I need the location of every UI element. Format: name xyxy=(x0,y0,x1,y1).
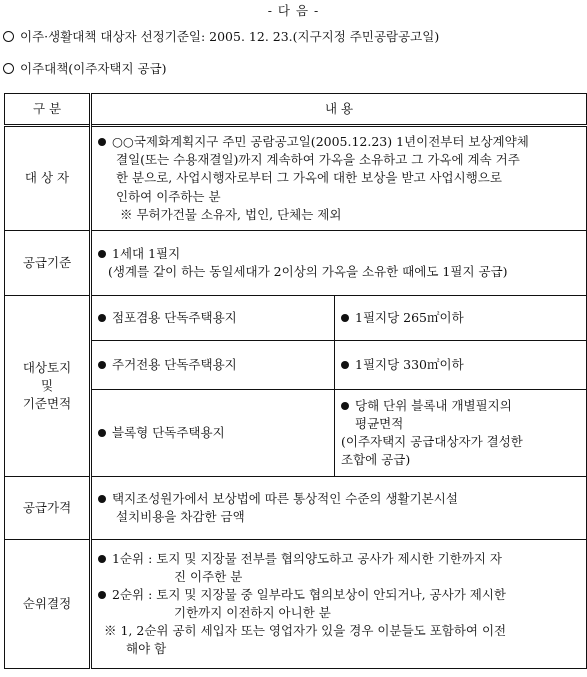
row-land-2 xyxy=(5,340,587,389)
land-type-residential xyxy=(91,340,335,389)
label-supply: 공급기준 xyxy=(5,231,91,296)
row-target xyxy=(5,126,587,231)
content-target xyxy=(91,126,587,231)
filled-bullet-icon xyxy=(98,591,106,599)
land-area-residential xyxy=(335,340,587,389)
text: 1필지당 265㎡이하 xyxy=(355,309,464,325)
filled-bullet-icon xyxy=(98,361,106,369)
text: 당해 단위 블록내 개별필지의 xyxy=(355,397,512,413)
text: 2순위 : 토지 및 지장물 중 일부라도 협의보상이 안되거나, 공사가 제시한 xyxy=(112,586,506,602)
text: 설치비용을 차감한 금액 xyxy=(116,509,245,524)
label-target: 대 상 자 xyxy=(5,126,91,231)
intro-line-criteria-date xyxy=(3,28,439,46)
row-supply xyxy=(5,231,587,296)
content-supply xyxy=(91,231,587,296)
land-type-block xyxy=(91,390,335,477)
text: 기한까지 이전하지 아니한 분 xyxy=(174,605,331,620)
hollow-circle-bullet-icon xyxy=(3,31,14,42)
filled-bullet-icon xyxy=(98,429,106,437)
text: 조합에 공급) xyxy=(341,452,411,468)
text: 및 xyxy=(40,377,54,393)
text: 점포겸용 단독주택용지 xyxy=(112,309,237,325)
text: (이주자택지 공급대상자가 결성한 xyxy=(341,434,523,450)
content-rank xyxy=(91,540,587,669)
text: ※ 무허가건물 소유자, 법인, 단체는 제외 xyxy=(120,206,342,222)
label-price: 공급가격 xyxy=(5,477,91,540)
label-rank: 순위결정 xyxy=(5,540,91,669)
text: 결일(또는 수용재결일)까지 계속하여 가옥을 소유하고 그 가옥에 계속 거주 xyxy=(116,152,520,168)
filled-bullet-icon xyxy=(341,361,349,369)
filled-bullet-icon xyxy=(98,495,106,503)
header-content: 내 용 xyxy=(91,94,587,126)
text: 인하여 이주하는 분 xyxy=(116,188,221,204)
intro-text: 이주·생활대책 대상자 선정기준일: 2005. 12. 23.(지구지정 주민공람공고일) xyxy=(20,29,440,44)
text: 1순위 : 토지 및 지장물 전부를 협의양도하고 공사가 제시한 기한까지 자 xyxy=(112,550,502,566)
text: 진 이주한 분 xyxy=(174,568,243,584)
row-land-1 xyxy=(5,296,587,341)
label-land xyxy=(5,296,91,477)
row-rank xyxy=(5,540,587,669)
text: 주거전용 단독주택용지 xyxy=(112,357,237,372)
text: 한 분으로, 사업시행자로부터 그 가옥에 대한 보상을 받고 사업시행으로 xyxy=(116,170,502,186)
hollow-circle-bullet-icon xyxy=(3,63,14,74)
text: ○○국제화계획지구 주민 공람공고일(2005.12.23) 1년이전부터 보상계약체 xyxy=(112,134,529,150)
intro-text: 이주대책(이주자택지 공급) xyxy=(20,61,167,76)
text: 대상토지 xyxy=(22,359,72,375)
filled-bullet-icon xyxy=(98,138,106,146)
filled-bullet-icon xyxy=(341,402,349,410)
text: 택지조성원가에서 보상법에 따른 통상적인 수준의 생활기본시설 xyxy=(112,490,458,506)
filled-bullet-icon xyxy=(341,314,349,322)
filled-bullet-icon xyxy=(98,250,106,258)
text: 평균면적 xyxy=(355,415,404,431)
text: ※ 1, 2순위 공히 세입자 또는 영업자가 있을 경우 이분들도 포함하여 이전 xyxy=(104,623,507,639)
land-type-store xyxy=(91,296,335,341)
text: 기준면적 xyxy=(22,396,72,412)
row-land-3 xyxy=(5,390,587,477)
content-price xyxy=(91,477,587,540)
land-area-store xyxy=(335,296,587,341)
row-price xyxy=(5,477,587,540)
text: (생계를 같이 하는 동일세대가 2이상의 가옥을 소유한 때에도 1필지 공급) xyxy=(108,264,508,279)
relocation-criteria-table xyxy=(4,93,587,669)
notice-heading: - 다 음 - xyxy=(267,3,320,18)
filled-bullet-icon xyxy=(98,555,106,563)
text: 해야 함 xyxy=(126,641,167,657)
text: 블록형 단독주택용지 xyxy=(112,425,225,441)
header-category: 구 분 xyxy=(5,94,91,126)
intro-line-relocation xyxy=(3,60,167,78)
filled-bullet-icon xyxy=(98,314,106,322)
text: 1세대 1필지 xyxy=(112,245,181,261)
table-header-row xyxy=(5,94,587,126)
text: 1필지당 330㎡이하 xyxy=(355,357,464,372)
land-area-block xyxy=(335,390,587,477)
